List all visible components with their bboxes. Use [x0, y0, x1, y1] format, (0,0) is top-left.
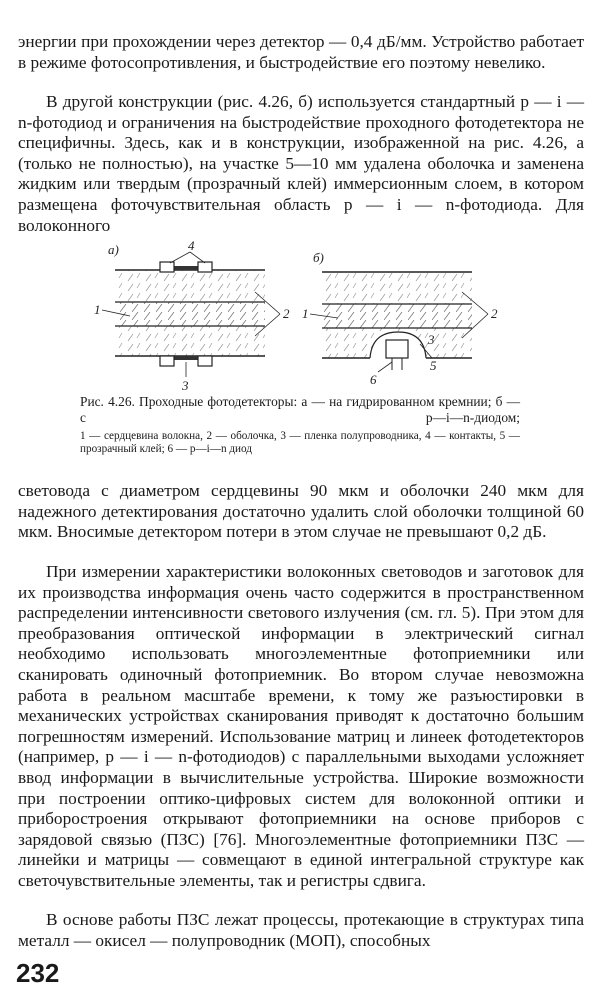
paragraph-4: При измерении характеристики волоконных световодов и заготовок для их производства информация очень часто содержится в пространственном распределении интенсивности светового излучения (см. гл. 5). При этом для преобразования оптической информации в электрический сигнал необходимо использовать многоэлементные фотоприемники или сканировать одиночный фотоприемник. Во втором случае невозможна работа в реальном масштабе времени, к тому же разъюстировки в механических устройствах сканирования приводят к достаточно большим погрешностям измерений. Использование матриц и линеек фотодетекторов (например, p — i — n-фотодиодов) с параллельными выходами усложняет ввод информации в вычислительные устройства. Широкие возможности при построении оптико-цифровых систем для волоконной оптики и приборостроения открывают фотоприемники на основе приборов с зарядовой связью (ПЗС) [76]. Многоэлементные фотоприемники ПЗС — линейки и матрицы — совмещают в единой интегральной структуре как светочувствительные элементы, так и регистры сдвига. [18, 562, 584, 890]
paragraph-2: В другой конструкции (рис. 4.26, б) используется стандартный p — i — n-фотодиод и ограничения на быстродействие проходного фотодетектора не специфичны. Здесь, как и в конструкции, изображенной на рис. 4.26, а (только не полностью), на участке 5—10 мм удалена оболочка и заменена жидким или твердым (прозрачный клей) иммерсионным слоем, в котором размещена фоточувствительная область p — i — n-фотодиода. Для волоконного [18, 92, 584, 235]
figure-b-label: б) [313, 250, 324, 265]
label-6-b: 6 [370, 372, 377, 387]
label-3-a: 3 [182, 378, 189, 393]
figure-b [302, 250, 498, 387]
figure-a-label: а) [108, 242, 119, 257]
label-4-a: 4 [188, 238, 195, 253]
label-2-b: 2 [491, 306, 498, 321]
paragraph-3: световода с диаметром сердцевины 90 мкм и оболочки 240 мкм для надежного детектирования достаточно удалить слой оболочки толщиной 60 мкм. Вносимые детектором потери в этом случае не превышают 0,2 дБ. [18, 481, 584, 542]
label-5-b: 5 [430, 358, 437, 373]
label-1-b: 1 [302, 306, 309, 321]
figure-legend: 1 — сердцевина волокна, 2 — оболочка, 3 — пленка полупроводника, 4 — контакты, 5 — прозрачный клей; 6 — p—i—n диод [80, 430, 520, 456]
paragraph-1: энергии при прохождении через детектор — 0,4 дБ/мм. Устройство работает в режиме фотосопротивления, и быстродействие его поэтому невелико. [18, 32, 584, 72]
label-1-a: 1 [94, 302, 101, 317]
figure-4-26 [0, 232, 600, 472]
label-2-a: 2 [283, 306, 290, 321]
page-number: 232 [16, 958, 60, 988]
paragraph-5: В основе работы ПЗС лежат процессы, протекающие в структурах типа металл — окисел — полупроводник (МОП), способных [18, 910, 584, 950]
label-3-b: 3 [428, 332, 435, 347]
figure-a [94, 238, 290, 393]
figure-caption: Рис. 4.26. Проходные фотодетекторы: а — на гидрированном кремнии; б — с p—i—n-диодом; [80, 394, 520, 425]
